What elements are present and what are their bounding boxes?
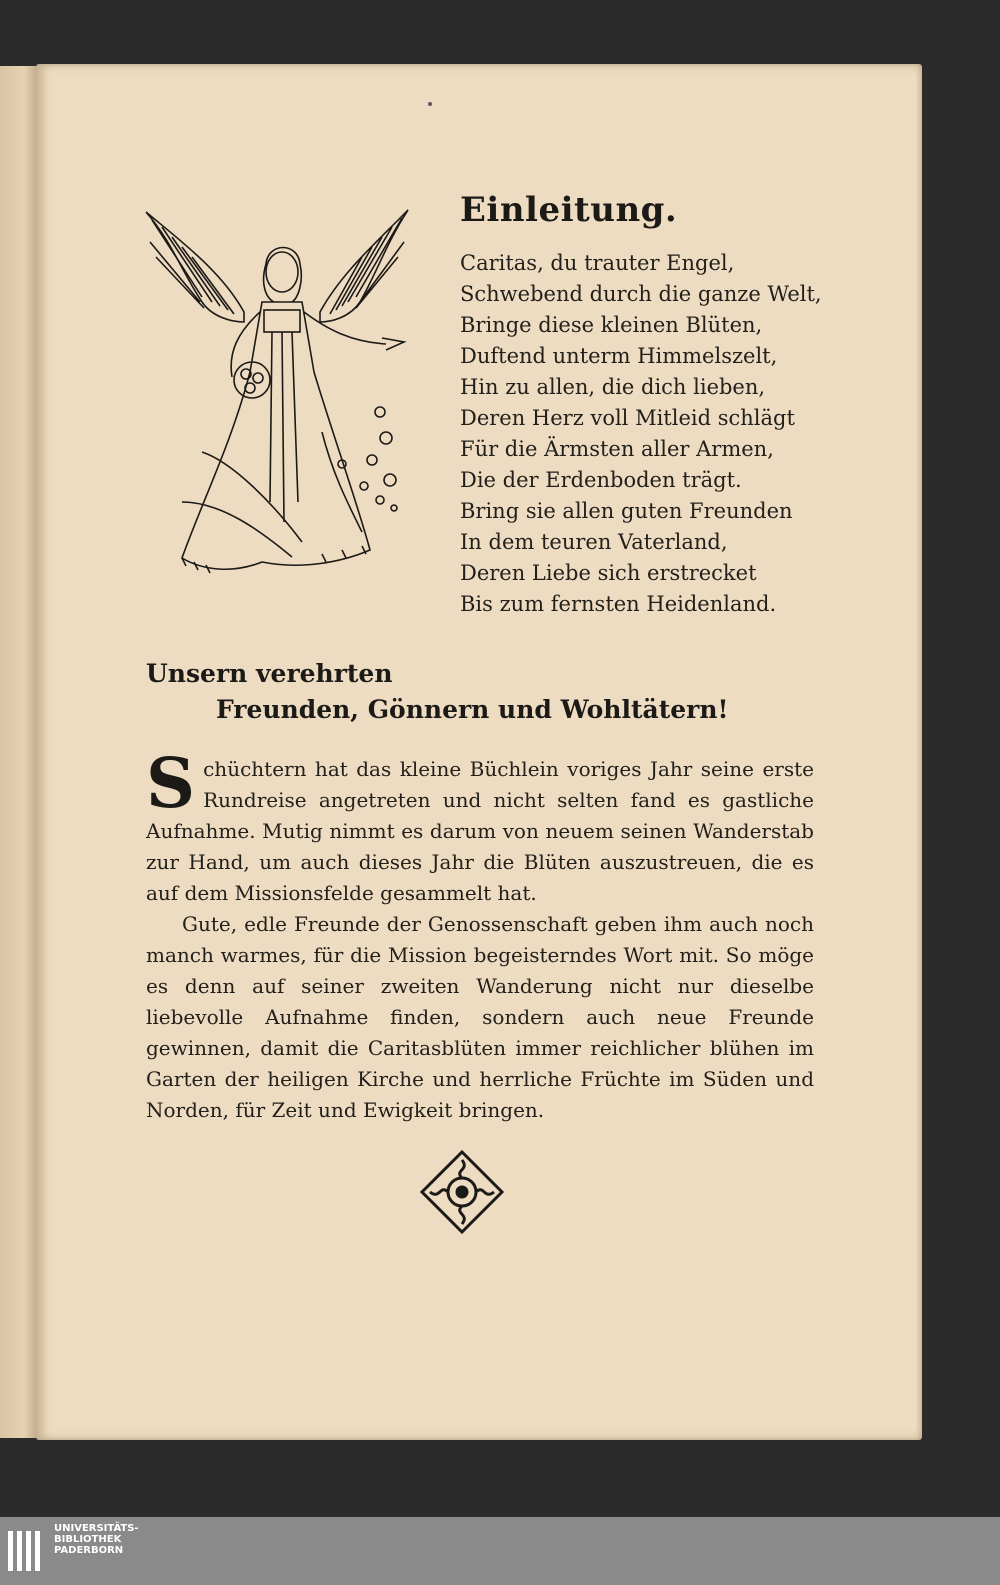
poem-line: Duftend unterm Himmelszelt, [460, 344, 778, 368]
poem-line: Bis zum fernsten Heidenland. [460, 592, 777, 616]
poem-line: Deren Liebe sich erstrecket [460, 561, 757, 585]
dedication-line-2: Freunden, Gönnern und Wohltätern! [216, 695, 729, 724]
floral-diamond-ornament [420, 1150, 504, 1234]
logo-line-1: UNIVERSITÄTS- [54, 1523, 139, 1534]
dedication-heading [146, 656, 729, 728]
paragraph-1 [146, 744, 814, 909]
logo-line-3: PADERBORN [54, 1545, 124, 1556]
poem-line: Caritas, du trauter Engel, [460, 251, 735, 275]
poem [460, 248, 822, 620]
paragraph-2: Gute, edle Freunde der Genossenschaft geben ihm auch noch manch warmes, für die Mission begeisterndes Wort mit. So möge es denn auf seiner zweiten Wanderung nicht nur dieselbe liebevolle Aufnahme finden, sondern auch neue Freunde gewinnen, damit die Caritasblüten immer reichlicher blühen im Garten der heiligen Kirche und herrliche Früchte im Süden und Norden, für Zeit und Ewigkeit bringen. [146, 912, 814, 1122]
poem-line: Die der Erdenboden trägt. [460, 468, 742, 492]
library-logo-bars-icon [8, 1525, 48, 1575]
logo-line-2: BIBLIOTHEK [54, 1534, 122, 1545]
poem-line: Bring sie allen guten Freunden [460, 499, 793, 523]
poem-line: Bringe diese kleinen Blüten, [460, 313, 763, 337]
page-title: Einleitung. [460, 190, 678, 230]
poem-line: Schwebend durch die ganze Welt, [460, 282, 822, 306]
poem-line: Deren Herz voll Mitleid schlägt [460, 406, 795, 430]
library-footer [0, 1517, 1000, 1585]
library-logo-text [54, 1523, 139, 1556]
left-page-edge [0, 66, 40, 1438]
poem-line: Hin zu allen, die dich lieben, [460, 375, 766, 399]
drop-cap: S [146, 744, 196, 824]
angel-illustration [142, 202, 422, 602]
book-page [36, 64, 922, 1440]
dedication-line-1: Unsern verehrten [146, 659, 393, 688]
body-text [146, 744, 814, 1126]
poem-line: In dem teuren Vaterland, [460, 530, 728, 554]
paragraph-1-text: chüchtern hat das kleine Büchlein voriges Jahr seine erste Rundreise angetreten und nicht selten fand es gastliche Aufnahme. Mutig nimmt es darum von neuem seinen Wanderstab zur Hand, um auch dieses Jahr die Blüten auszustreuen, die es auf dem Missionsfelde gesammelt hat. [146, 757, 814, 905]
poem-line: Für die Ärmsten aller Armen, [460, 437, 774, 461]
page-speck [428, 102, 432, 106]
